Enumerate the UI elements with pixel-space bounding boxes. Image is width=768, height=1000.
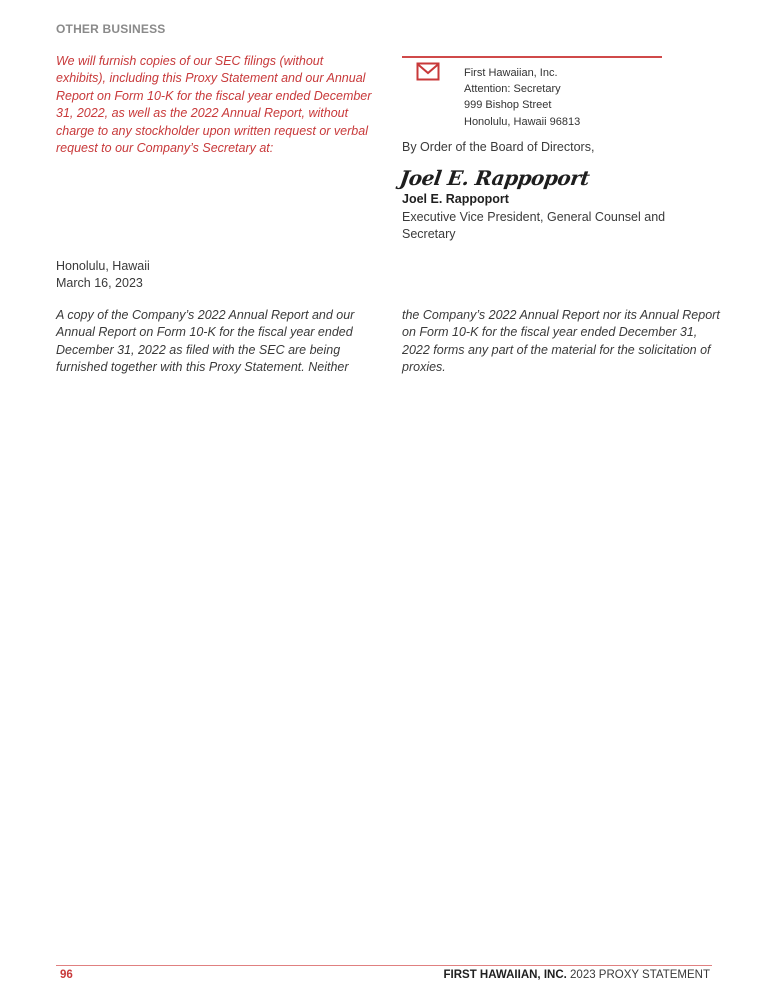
place-city: Honolulu, Hawaii <box>56 259 150 273</box>
address-line-attention: Attention: Secretary <box>464 83 561 96</box>
address-line-company: First Hawaiian, Inc. <box>464 67 558 79</box>
footer-company-name: FIRST HAWAIIAN, INC. <box>443 969 567 981</box>
page-number: 96 <box>60 969 73 981</box>
sec-filings-notice: We will furnish copies of our SEC filings (without exhibits), including this Proxy Statement and our Annual Report on Form 10-K for the fiscal year ended December 31, 2022, as well as the 2022 Annual Report, without charge to any stockholder upon written request or verbal request to our Company’s Secretary at: <box>56 54 372 156</box>
section-heading: OTHER BUSINESS <box>56 22 166 36</box>
place-and-date <box>56 258 150 292</box>
address-line-city: Honolulu, Hawaii 96813 <box>464 115 581 128</box>
footer-document-title <box>444 969 710 981</box>
footer-doc-name: 2023 PROXY STATEMENT <box>570 969 710 981</box>
handwritten-signature: Joel E. Rappoport <box>398 166 591 190</box>
place-date: March 16, 2023 <box>56 276 143 290</box>
signer-name: Joel E. Rappoport <box>402 192 509 206</box>
address-divider <box>402 56 662 58</box>
annual-report-notice-right: the Company’s 2022 Annual Report nor its Annual Report on Form 10-K for the fiscal year ended December 31, 2022 forms any part of the material for the solicitation of proxies. <box>402 308 720 375</box>
by-order-text: By Order of the Board of Directors, <box>402 140 595 154</box>
signer-title: Executive Vice President, General Counsel and Secretary <box>402 210 666 241</box>
annual-report-notice-left: A copy of the Company’s 2022 Annual Report and our Annual Report on Form 10-K for the fiscal year ended December 31, 2022 as filed with the SEC are being furnished together with this Proxy Statement. Neither <box>56 308 355 375</box>
envelope-icon <box>416 62 440 82</box>
secretary-address <box>464 65 684 130</box>
address-line-street: 999 Bishop Street <box>464 99 552 112</box>
footer-divider <box>56 965 712 966</box>
